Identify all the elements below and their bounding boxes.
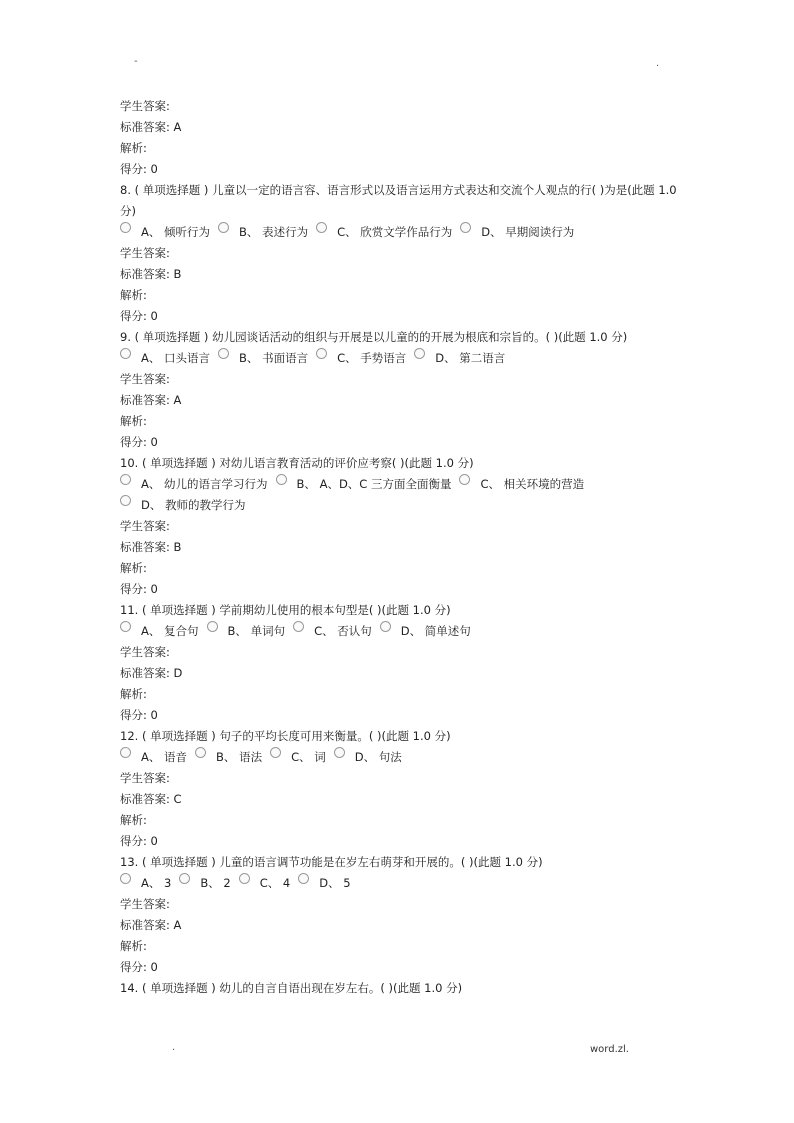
score-label: 得分: 0 (120, 309, 158, 323)
standard-answer: 标准答案: D (120, 666, 183, 680)
option-row (120, 222, 680, 243)
option-item[interactable] (460, 222, 574, 243)
radio-button-icon[interactable] (195, 747, 206, 758)
option-row (120, 348, 680, 369)
option-label: D、 简单述句 (400, 624, 471, 638)
standard-answer: 标准答案: A (120, 393, 182, 407)
score-label: 得分: 0 (120, 435, 158, 449)
student-answer: 学生答案: (120, 897, 170, 911)
standard-answer: 标准答案: C (120, 792, 182, 806)
student-answer: 学生答案: (120, 519, 170, 533)
option-item[interactable] (120, 474, 268, 495)
question-block (120, 327, 680, 453)
analysis-label: 解析: (120, 687, 147, 701)
option-label: C、 相关环境的营造 (480, 477, 585, 491)
option-label: B、 语法 (216, 750, 263, 764)
radio-button-icon[interactable] (179, 873, 190, 884)
question-text: 13. ( 单项选择题 ) 儿童的语言调节功能是在岁左右萌芽和开展的。( )(此题 1.0 分) (120, 855, 543, 869)
option-row (120, 873, 680, 894)
option-label: C、 否认句 (314, 624, 372, 638)
option-item[interactable] (195, 747, 262, 768)
option-item[interactable] (218, 348, 308, 369)
option-label: D、 5 (319, 876, 351, 890)
option-item[interactable] (270, 747, 326, 768)
option-item[interactable] (276, 474, 452, 495)
radio-button-icon[interactable] (120, 495, 131, 506)
radio-button-icon[interactable] (414, 348, 425, 359)
option-item[interactable] (179, 873, 230, 894)
score-label: 得分: 0 (120, 834, 158, 848)
analysis-label: 解析: (120, 288, 147, 302)
option-label: D、 第二语言 (435, 351, 506, 365)
standard-answer: 标准答案: B (120, 540, 182, 554)
option-label: A、 口头语言 (141, 351, 211, 365)
radio-button-icon[interactable] (218, 222, 229, 233)
option-row (120, 747, 680, 768)
analysis-label: 解析: (120, 141, 147, 155)
score-label: 得分: 0 (120, 582, 158, 596)
score-label: 得分: 0 (120, 708, 158, 722)
option-label: B、 单词句 (227, 624, 286, 638)
option-item[interactable] (459, 474, 584, 495)
option-item[interactable] (120, 222, 210, 243)
option-item[interactable] (380, 621, 471, 642)
question-block (120, 726, 680, 852)
student-answer: 学生答案: (120, 246, 170, 260)
option-label: A、 3 (141, 876, 172, 890)
option-label: A、 复合句 (141, 624, 199, 638)
option-item[interactable] (120, 348, 210, 369)
question-text: 8. ( 单项选择题 ) 儿童以一定的语言容、语言形式以及语言运用方式表达和交流个人观点的行( )为是(此题 1.0 分) (120, 183, 677, 218)
radio-button-icon[interactable] (460, 222, 471, 233)
option-item[interactable] (207, 621, 286, 642)
option-label: B、 书面语言 (239, 351, 309, 365)
option-item[interactable] (414, 348, 505, 369)
radio-button-icon[interactable] (120, 873, 131, 884)
radio-button-icon[interactable] (270, 747, 281, 758)
standard-answer: 标准答案: A (120, 120, 182, 134)
header-left-mark: - (134, 56, 138, 67)
student-answer: 学生答案: (120, 99, 170, 113)
radio-button-icon[interactable] (316, 222, 327, 233)
radio-button-icon[interactable] (293, 621, 304, 632)
option-label: A、 倾听行为 (141, 225, 211, 239)
footer-dot: . (172, 1042, 176, 1053)
analysis-label: 解析: (120, 561, 147, 575)
radio-button-icon[interactable] (380, 621, 391, 632)
option-label: C、 手势语言 (337, 351, 407, 365)
option-label: C、 4 (259, 876, 291, 890)
score-label: 得分: 0 (120, 162, 158, 176)
option-item[interactable] (298, 873, 350, 894)
standard-answer: 标准答案: B (120, 267, 182, 281)
question-block (120, 600, 680, 726)
option-label: B、 A、D、C 三方面全面衡量 (296, 477, 452, 491)
question-text: 14. ( 单项选择题 ) 幼儿的自言自语出现在岁左右。( )(此题 1.0 分) (120, 981, 463, 995)
student-answer: 学生答案: (120, 372, 170, 386)
option-label: C、 欣赏文学作品行为 (337, 225, 453, 239)
option-item[interactable] (218, 222, 308, 243)
option-item[interactable] (120, 621, 199, 642)
analysis-label: 解析: (120, 813, 147, 827)
radio-button-icon[interactable] (120, 747, 131, 758)
radio-button-icon[interactable] (218, 348, 229, 359)
header-right-mark: . (656, 58, 660, 69)
radio-button-icon[interactable] (120, 222, 131, 233)
option-item[interactable] (239, 873, 291, 894)
question-text: 11. ( 单项选择题 ) 学前期幼儿使用的根本句型是( )(此题 1.0 分) (120, 603, 451, 617)
option-item[interactable] (334, 747, 402, 768)
radio-button-icon[interactable] (120, 348, 131, 359)
option-label: B、 2 (200, 876, 231, 890)
radio-button-icon[interactable] (316, 348, 327, 359)
radio-button-icon[interactable] (207, 621, 218, 632)
option-row (120, 621, 680, 642)
radio-button-icon[interactable] (334, 747, 345, 758)
question-text: 10. ( 单项选择题 ) 对幼儿语言教育活动的评价应考察( )(此题 1.0 分) (120, 456, 474, 470)
radio-button-icon[interactable] (120, 474, 131, 485)
option-item[interactable] (120, 873, 171, 894)
radio-button-icon[interactable] (459, 474, 470, 485)
option-item[interactable] (316, 222, 452, 243)
option-item[interactable] (120, 495, 246, 516)
exam-content (120, 96, 680, 999)
option-label: D、 句法 (354, 750, 402, 764)
option-row (120, 474, 680, 516)
question-text: 9. ( 单项选择题 ) 幼儿园谈话活动的组织与开展是以儿童的的开展为根底和宗旨的。( )(此题 1.0 分) (120, 330, 628, 344)
standard-answer: 标准答案: A (120, 918, 182, 932)
student-answer: 学生答案: (120, 645, 170, 659)
student-answer: 学生答案: (120, 771, 170, 785)
analysis-label: 解析: (120, 414, 147, 428)
question-block (120, 453, 680, 600)
option-label: A、 幼儿的语言学习行为 (141, 477, 268, 491)
option-label: A、 语音 (141, 750, 188, 764)
question-text: 12. ( 单项选择题 ) 句子的平均长度可用来衡量。( )(此题 1.0 分) (120, 729, 451, 743)
option-item[interactable] (316, 348, 406, 369)
option-label: D、 教师的教学行为 (141, 498, 246, 512)
question-list (120, 180, 680, 978)
option-label: B、 表述行为 (239, 225, 309, 239)
question-block (120, 852, 680, 978)
analysis-label: 解析: (120, 939, 147, 953)
radio-button-icon[interactable] (276, 474, 287, 485)
question-block (120, 180, 680, 327)
option-label: C、 词 (291, 750, 326, 764)
radio-button-icon[interactable] (239, 873, 250, 884)
radio-button-icon[interactable] (298, 873, 309, 884)
score-label: 得分: 0 (120, 960, 158, 974)
radio-button-icon[interactable] (120, 621, 131, 632)
option-label: D、 早期阅读行为 (481, 225, 575, 239)
footer-text: word.zl. (590, 1044, 629, 1055)
option-item[interactable] (120, 747, 187, 768)
option-item[interactable] (293, 621, 372, 642)
